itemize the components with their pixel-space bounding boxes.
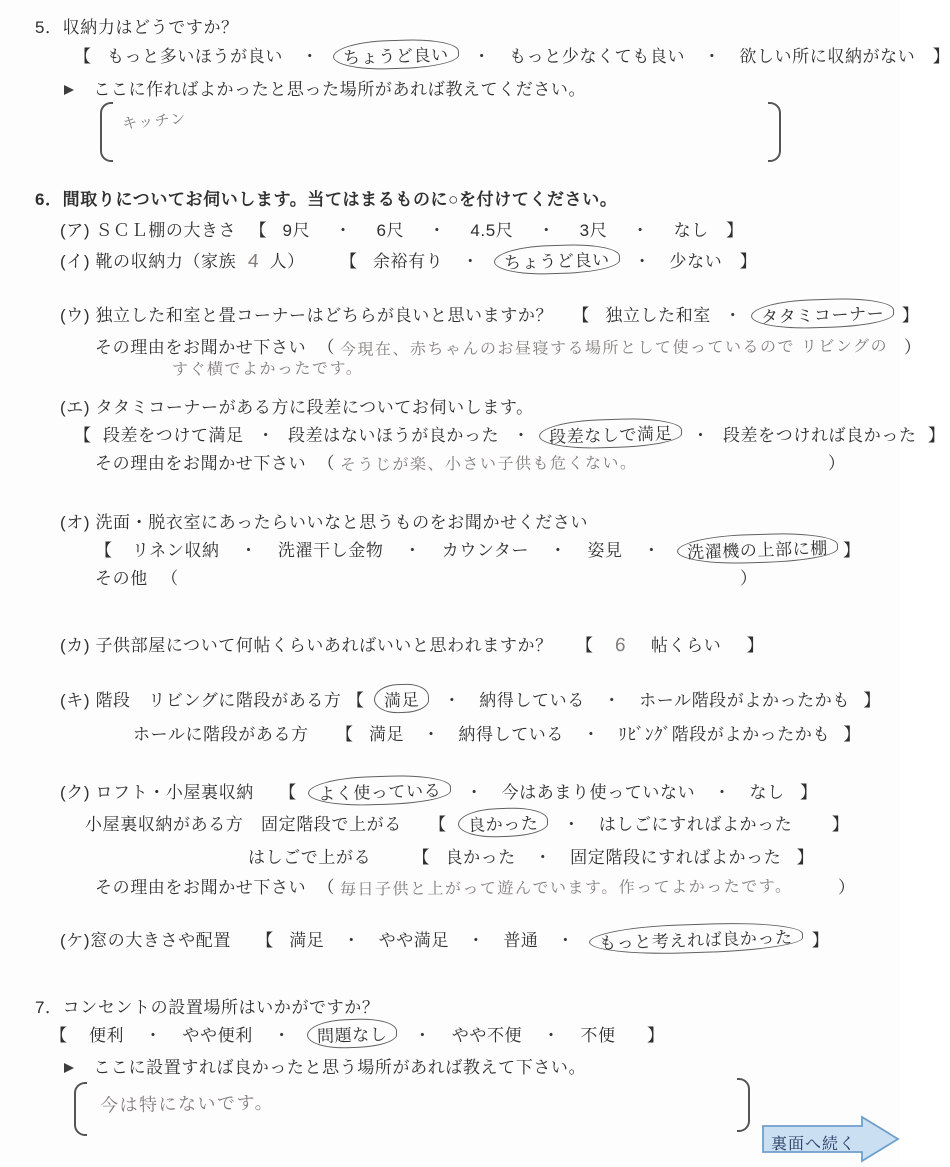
q6ku-reason-row xyxy=(95,873,793,898)
q6e-option-0: 段差をつけて満足 xyxy=(102,426,244,445)
bracket-close: 】 xyxy=(811,931,830,950)
option-separator: ・ xyxy=(562,815,581,834)
q6ki-option2-2: ﾘﾋﾞﾝｸﾞ階段がよかったかも xyxy=(618,725,831,744)
q6ke-label: (ケ)窓の大きさや配置 xyxy=(60,931,231,950)
q7-prompt: ここに設置すれば良かったと思う場所があれば教えて下さい。 xyxy=(93,1058,587,1077)
q7-option-4: 不便 xyxy=(580,1026,616,1045)
q6ki-option1-0-circled: 満足 xyxy=(373,683,429,714)
answer-bracket-left xyxy=(100,102,113,162)
q6ku-label-2: 小屋裏収納がある方 固定階段で上がる xyxy=(85,815,402,834)
paren-close: ） xyxy=(828,454,845,473)
q6ke-row xyxy=(60,926,830,954)
option-separator: ・ xyxy=(724,306,742,325)
bracket-close: 】 xyxy=(927,426,946,445)
bracket-open: 【 xyxy=(74,47,92,66)
q5-prompt-row xyxy=(64,75,586,100)
q6ku-option1-0-circled: よく使っている xyxy=(308,774,452,807)
q6ka-unit: 帖くらい xyxy=(650,636,722,655)
answer-bracket-right xyxy=(768,102,781,162)
option-separator: ・ xyxy=(633,252,652,271)
bracket-close: 】 xyxy=(901,306,920,325)
q6ka-label: (カ) 子供部屋について何帖くらいあればいいと思われますか？ xyxy=(60,636,553,655)
paren-open: （ xyxy=(317,454,336,473)
option-separator: ・ xyxy=(257,426,275,445)
q6ku-option3-1: 固定階段にすればよかった xyxy=(570,848,782,867)
q5-option-3: 欲しい所に収納がない xyxy=(739,47,916,66)
q7-option-0: 便利 xyxy=(88,1026,125,1045)
q6e-handwritten-reason: そうじが楽、小さい子供も危くない。 xyxy=(340,454,639,475)
q6ku-row-3 xyxy=(248,843,814,868)
q7-handwritten-answer: 今は特にないです。 xyxy=(99,1092,275,1116)
option-separator: ・ xyxy=(631,221,650,240)
bracket-close: 】 xyxy=(842,541,861,560)
q6e-reason-row xyxy=(95,449,638,474)
q6e-reason-label: その理由をお聞かせ下さい xyxy=(95,454,307,473)
q6o-other-row xyxy=(95,564,179,589)
q6o-option-1: 洗濯干し金物 xyxy=(277,541,384,560)
bracket-open: 【 xyxy=(256,931,274,950)
q6i-option-2: 少ない xyxy=(669,252,723,271)
q6ka-row xyxy=(60,631,764,657)
bracket-close: 】 xyxy=(831,815,850,834)
q6ka-handwritten-count: 6 xyxy=(614,634,627,657)
option-separator: ・ xyxy=(334,221,353,240)
bracket-open: 【 xyxy=(340,252,358,271)
q6u-label: (ウ) 独立した和室と畳コーナーはどちらが良いと思いますか？ xyxy=(60,306,554,325)
bracket-open: 【 xyxy=(95,541,113,560)
option-separator: ・ xyxy=(512,426,531,445)
bracket-open: 【 xyxy=(346,691,365,710)
q6ki-row-1 xyxy=(60,686,881,711)
bracket-open: 【 xyxy=(279,783,297,802)
q6i-option-1-circled: ちょうど良い xyxy=(493,243,619,276)
bracket-close: 】 xyxy=(863,691,881,710)
option-separator: ・ xyxy=(713,783,732,802)
q6ke-option-3-circled: もっと考えれば良かった xyxy=(588,921,802,957)
bracket-open: 【 xyxy=(576,636,594,655)
bracket-close: 】 xyxy=(726,221,744,240)
q6u-option-0: 独立した和室 xyxy=(605,306,711,325)
q7-prompt-row xyxy=(64,1053,586,1078)
q6a-option-2: 4.5尺 xyxy=(470,221,514,240)
bracket-close: 】 xyxy=(932,47,950,66)
bracket-close: 】 xyxy=(646,1026,665,1045)
q6i-label-post: 人） xyxy=(269,252,305,271)
q6o-option-0: リネン収納 xyxy=(131,541,220,560)
option-separator: ・ xyxy=(642,541,661,560)
q6u-row xyxy=(60,301,919,326)
q5-prompt: ここに作ればよかったと思った場所があれば教えてください。 xyxy=(93,80,587,99)
option-separator: ・ xyxy=(692,426,710,445)
q6i-label-pre: (イ) 靴の収納力（家族 xyxy=(60,252,237,271)
bracket-open: 【 xyxy=(74,426,92,445)
q6o-option-4-circled: 洗濯機の上部に棚 xyxy=(676,531,838,565)
option-separator: ・ xyxy=(422,725,441,744)
q5-handwritten-answer: キッチン xyxy=(121,110,188,133)
option-separator: ・ xyxy=(582,725,600,744)
continue-to-back-arrow xyxy=(762,1116,900,1162)
q6o-option-3: 姿見 xyxy=(587,541,623,560)
q7-option-1: やや便利 xyxy=(182,1026,253,1045)
bracket-close: 】 xyxy=(796,848,815,867)
q6ki-label-1: (キ) 階段 リビングに階段がある方 xyxy=(60,691,342,710)
q6ke-option-2: 普通 xyxy=(503,931,539,950)
option-separator: ・ xyxy=(549,541,568,560)
q6ke-option-1: やや満足 xyxy=(378,931,450,950)
q6a-label: (ア) ＳＣＬ棚の大きさ xyxy=(60,221,237,240)
option-separator: ・ xyxy=(603,691,621,710)
q6i-row xyxy=(60,247,757,273)
bracket-close: 】 xyxy=(746,636,765,655)
option-separator: ・ xyxy=(144,1026,163,1045)
answer-bracket-right xyxy=(737,1078,750,1132)
option-separator: ・ xyxy=(542,1026,561,1045)
q7-option-3: やや不便 xyxy=(451,1026,523,1045)
option-separator: ・ xyxy=(443,691,461,710)
q6a-option-1: 6尺 xyxy=(376,221,405,240)
q6ku-option1-1: 今はあまり使っていない xyxy=(501,783,696,802)
q6a-row xyxy=(60,216,744,241)
bracket-open: 【 xyxy=(429,815,447,834)
paren-open: （ xyxy=(317,878,336,897)
q6ku-option1-2: なし xyxy=(749,783,785,802)
q6ku-row-1 xyxy=(60,778,818,803)
q6e-option-1: 段差はないほうが良かった xyxy=(288,426,500,445)
option-separator: ・ xyxy=(534,848,552,867)
q6a-option-0: 9尺 xyxy=(282,221,311,240)
option-separator: ・ xyxy=(556,931,575,950)
option-separator: ・ xyxy=(273,1026,291,1045)
q6i-handwritten-family-count: 4 xyxy=(246,250,259,273)
q5-title: 5．収納力はどうですか？ xyxy=(35,18,239,37)
q6e-title: (エ) タタミコーナーがある方に段差についてお伺いします。 xyxy=(60,398,534,417)
bracket-close: 】 xyxy=(800,783,818,802)
q6o-option-2: カウンター xyxy=(441,541,530,560)
q6u-reason-label: その理由をお聞かせ下さい xyxy=(95,338,307,357)
bracket-close: 】 xyxy=(739,252,758,271)
q6u-handwritten-reason-1: 今現在、赤ちゃんのお昼寝する場所として使っているので リビングの xyxy=(340,338,889,359)
q5-option-0: もっと多いほうが良い xyxy=(106,47,283,66)
q6ku-handwritten-reason: 毎日子供と上がって遊んでいます。作ってよかったです。 xyxy=(340,878,793,899)
bracket-open: 【 xyxy=(412,848,431,867)
bracket-open: 【 xyxy=(572,306,590,325)
q6ki-label-2: ホールに階段がある方 xyxy=(133,725,309,744)
q6u-reason-row xyxy=(95,333,922,358)
option-separator: ・ xyxy=(239,541,258,560)
q6-title: 6．間取りについてお伺いします。当てはまるものに○を付けてください。 xyxy=(35,190,618,209)
q6ku-label-1: (ク) ロフト・小屋裏収納 xyxy=(60,783,254,802)
q6a-option-4: なし xyxy=(673,221,709,240)
q6a-option-3: 3尺 xyxy=(579,221,608,240)
q6ki-option2-0: 満足 xyxy=(368,725,405,744)
option-separator: ・ xyxy=(473,47,491,66)
paren-open: （ xyxy=(317,338,336,357)
option-separator: ・ xyxy=(467,931,485,950)
q6ku-reason-label: その理由をお聞かせ下さい xyxy=(95,878,307,897)
q5-option-1-circled: ちょうど良い xyxy=(333,38,459,71)
bracket-close: 】 xyxy=(843,725,862,744)
option-separator: ・ xyxy=(465,783,484,802)
option-separator: ・ xyxy=(428,221,447,240)
q7-options-row xyxy=(50,1021,665,1046)
q6ku-label-3: はしごで上がる xyxy=(248,848,372,867)
paren-open: （ xyxy=(161,569,179,588)
option-separator: ・ xyxy=(461,252,480,271)
paren-close: ） xyxy=(740,569,757,588)
option-separator: ・ xyxy=(301,47,319,66)
bracket-open: 【 xyxy=(249,221,268,240)
q6ke-option-0: 満足 xyxy=(289,931,325,950)
q6u-handwritten-reason-2: すぐ横でよかったです。 xyxy=(171,360,364,379)
q6ku-row-2 xyxy=(85,810,849,835)
bracket-open: 【 xyxy=(50,1026,68,1045)
q6ku-option2-1: はしごにすればよかった xyxy=(598,815,793,834)
q6e-options-row xyxy=(74,421,946,446)
triangle-right-icon xyxy=(64,85,74,95)
paren-close: ） xyxy=(838,878,855,897)
option-separator: ・ xyxy=(342,931,361,950)
q6ku-option2-0-circled: 良かった xyxy=(458,807,549,839)
q6o-options-row xyxy=(95,536,861,561)
q6ki-row-2 xyxy=(133,720,861,745)
q6e-option-3: 段差をつければ良かった xyxy=(722,426,917,445)
triangle-right-icon xyxy=(64,1063,74,1073)
q6o-other-label: その他 xyxy=(95,569,148,588)
q6ki-option2-1: 納得している xyxy=(458,725,565,744)
q6u-option-1-circled: タタミコーナー xyxy=(751,297,895,330)
q5-options-row xyxy=(66,42,950,67)
q6i-option-0: 余裕有り xyxy=(372,252,444,271)
option-separator: ・ xyxy=(703,47,722,66)
answer-bracket-left xyxy=(74,1082,87,1136)
q6o-title: (オ) 洗面・脱衣室にあったらいいなと思うものをお聞かせください xyxy=(60,513,589,532)
q6ki-option1-2: ホール階段がよかったかも xyxy=(639,691,850,710)
continue-arrow-label: 裏面へ続く xyxy=(771,1136,857,1153)
q5-option-2: もっと少なくても良い xyxy=(509,47,686,66)
option-separator: ・ xyxy=(537,221,556,240)
q7-title: 7．コンセントの設置場所はいかがですか？ xyxy=(35,998,380,1017)
q6ki-option1-1: 納得している xyxy=(479,691,585,710)
q6ku-option3-0: 良かった xyxy=(445,848,516,867)
option-separator: ・ xyxy=(403,541,422,560)
q6e-option-2-circled: 段差なしで満足 xyxy=(539,417,683,450)
option-separator: ・ xyxy=(413,1026,432,1045)
paren-close: ） xyxy=(903,338,922,357)
q7-option-2-circled: 問題なし xyxy=(307,1018,398,1050)
bracket-open: 【 xyxy=(336,725,354,744)
